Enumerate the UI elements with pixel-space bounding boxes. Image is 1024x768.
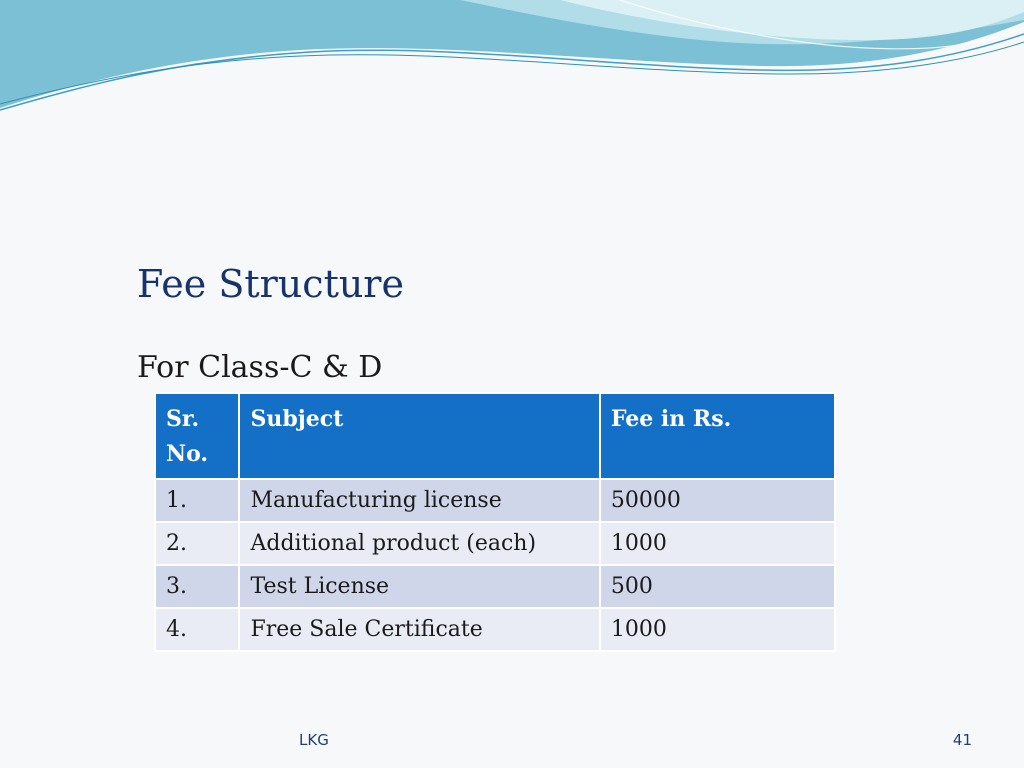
cell-subject: Manufacturing license (239, 479, 599, 522)
cell-sr-no: 1. (155, 479, 239, 522)
cell-subject: Additional product (each) (239, 522, 599, 565)
cell-fee: 1000 (600, 522, 835, 565)
cell-fee: 500 (600, 565, 835, 608)
cell-sr-no: 2. (155, 522, 239, 565)
page-number: 41 (952, 731, 972, 749)
table-row (155, 608, 835, 651)
header-subject: Subject (239, 393, 599, 479)
footer-text: LKG (299, 731, 329, 749)
table-row (155, 565, 835, 608)
table-header-row (155, 393, 835, 479)
cell-fee: 1000 (600, 608, 835, 651)
slide-subtitle: For Class-C & D (137, 350, 383, 385)
slide-title: Fee Structure (137, 262, 404, 306)
cell-sr-no: 4. (155, 608, 239, 651)
fee-table (154, 392, 836, 652)
cell-subject: Test License (239, 565, 599, 608)
header-sr-no: Sr. No. (155, 393, 239, 479)
table-row (155, 522, 835, 565)
fee-table-body (155, 479, 835, 651)
cell-fee: 50000 (600, 479, 835, 522)
table-row (155, 479, 835, 522)
header-fee: Fee in Rs. (600, 393, 835, 479)
fee-table-header (155, 393, 835, 479)
cell-subject: Free Sale Certificate (239, 608, 599, 651)
decorative-wave-banner (0, 0, 1024, 120)
cell-sr-no: 3. (155, 565, 239, 608)
